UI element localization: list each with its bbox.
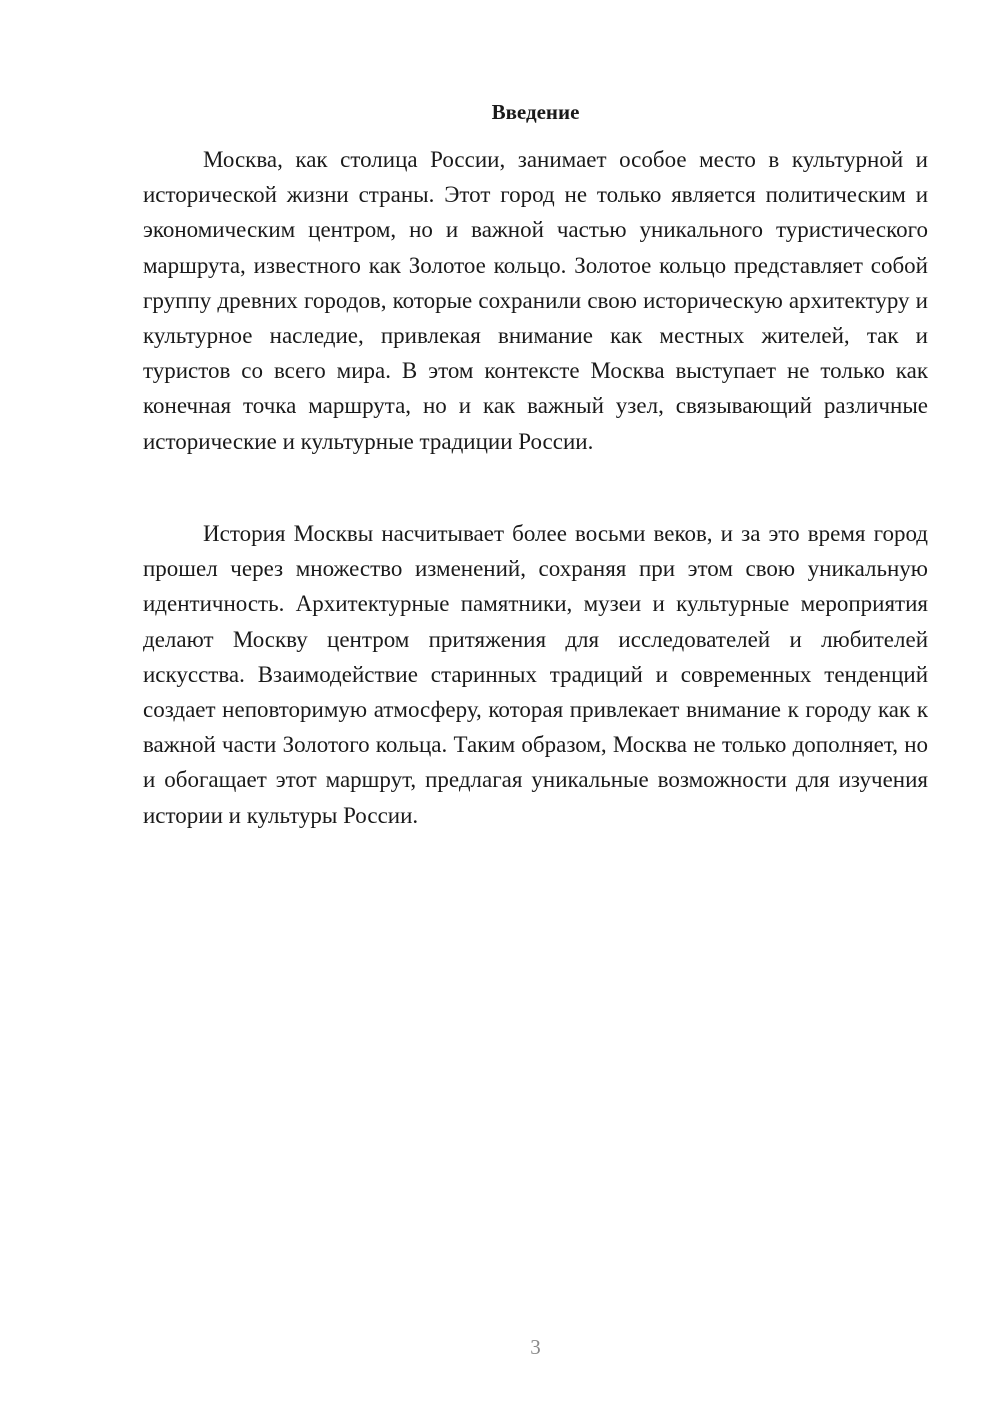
paragraph-intro: Москва, как столица России, занимает особое место в культурной и исторической жизни страны. Этот город не только является политическим и экономическим центром, но и важной частью уникального туристического маршрута, известного как Золотое кольцо. Золотое кольцо представляет собой группу древних городов, которые сохранили свою историческую архитектуру и культурное наследие, привлекая внимание как местных жителей, так и туристов со всего мира. В этом контексте Москва выступает не только как конечная точка маршрута, но и как важный узел, связывающий различные исторические и культурные традиции России. — [143, 147, 928, 454]
paragraph-history: История Москвы насчитывает более восьми веков, и за это время город прошел через множество изменений, сохраняя при этом свою уникальную идентичность. Архитектурные памятники, музеи и культурные мероприятия делают Москву центром притяжения для исследователей и любителей искусства. Взаимодействие старинных традиций и современных тенденций создает неповторимую атмосферу, которая привлекает внимание к городу как к важной части Золотого кольца. Таким образом, Москва не только дополняет, но и обогащает этот маршрут, предлагая уникальные возможности для изучения истории и культуры России. — [143, 521, 928, 828]
section-heading: Введение — [491, 100, 580, 124]
page-number: 3 — [530, 1335, 541, 1359]
